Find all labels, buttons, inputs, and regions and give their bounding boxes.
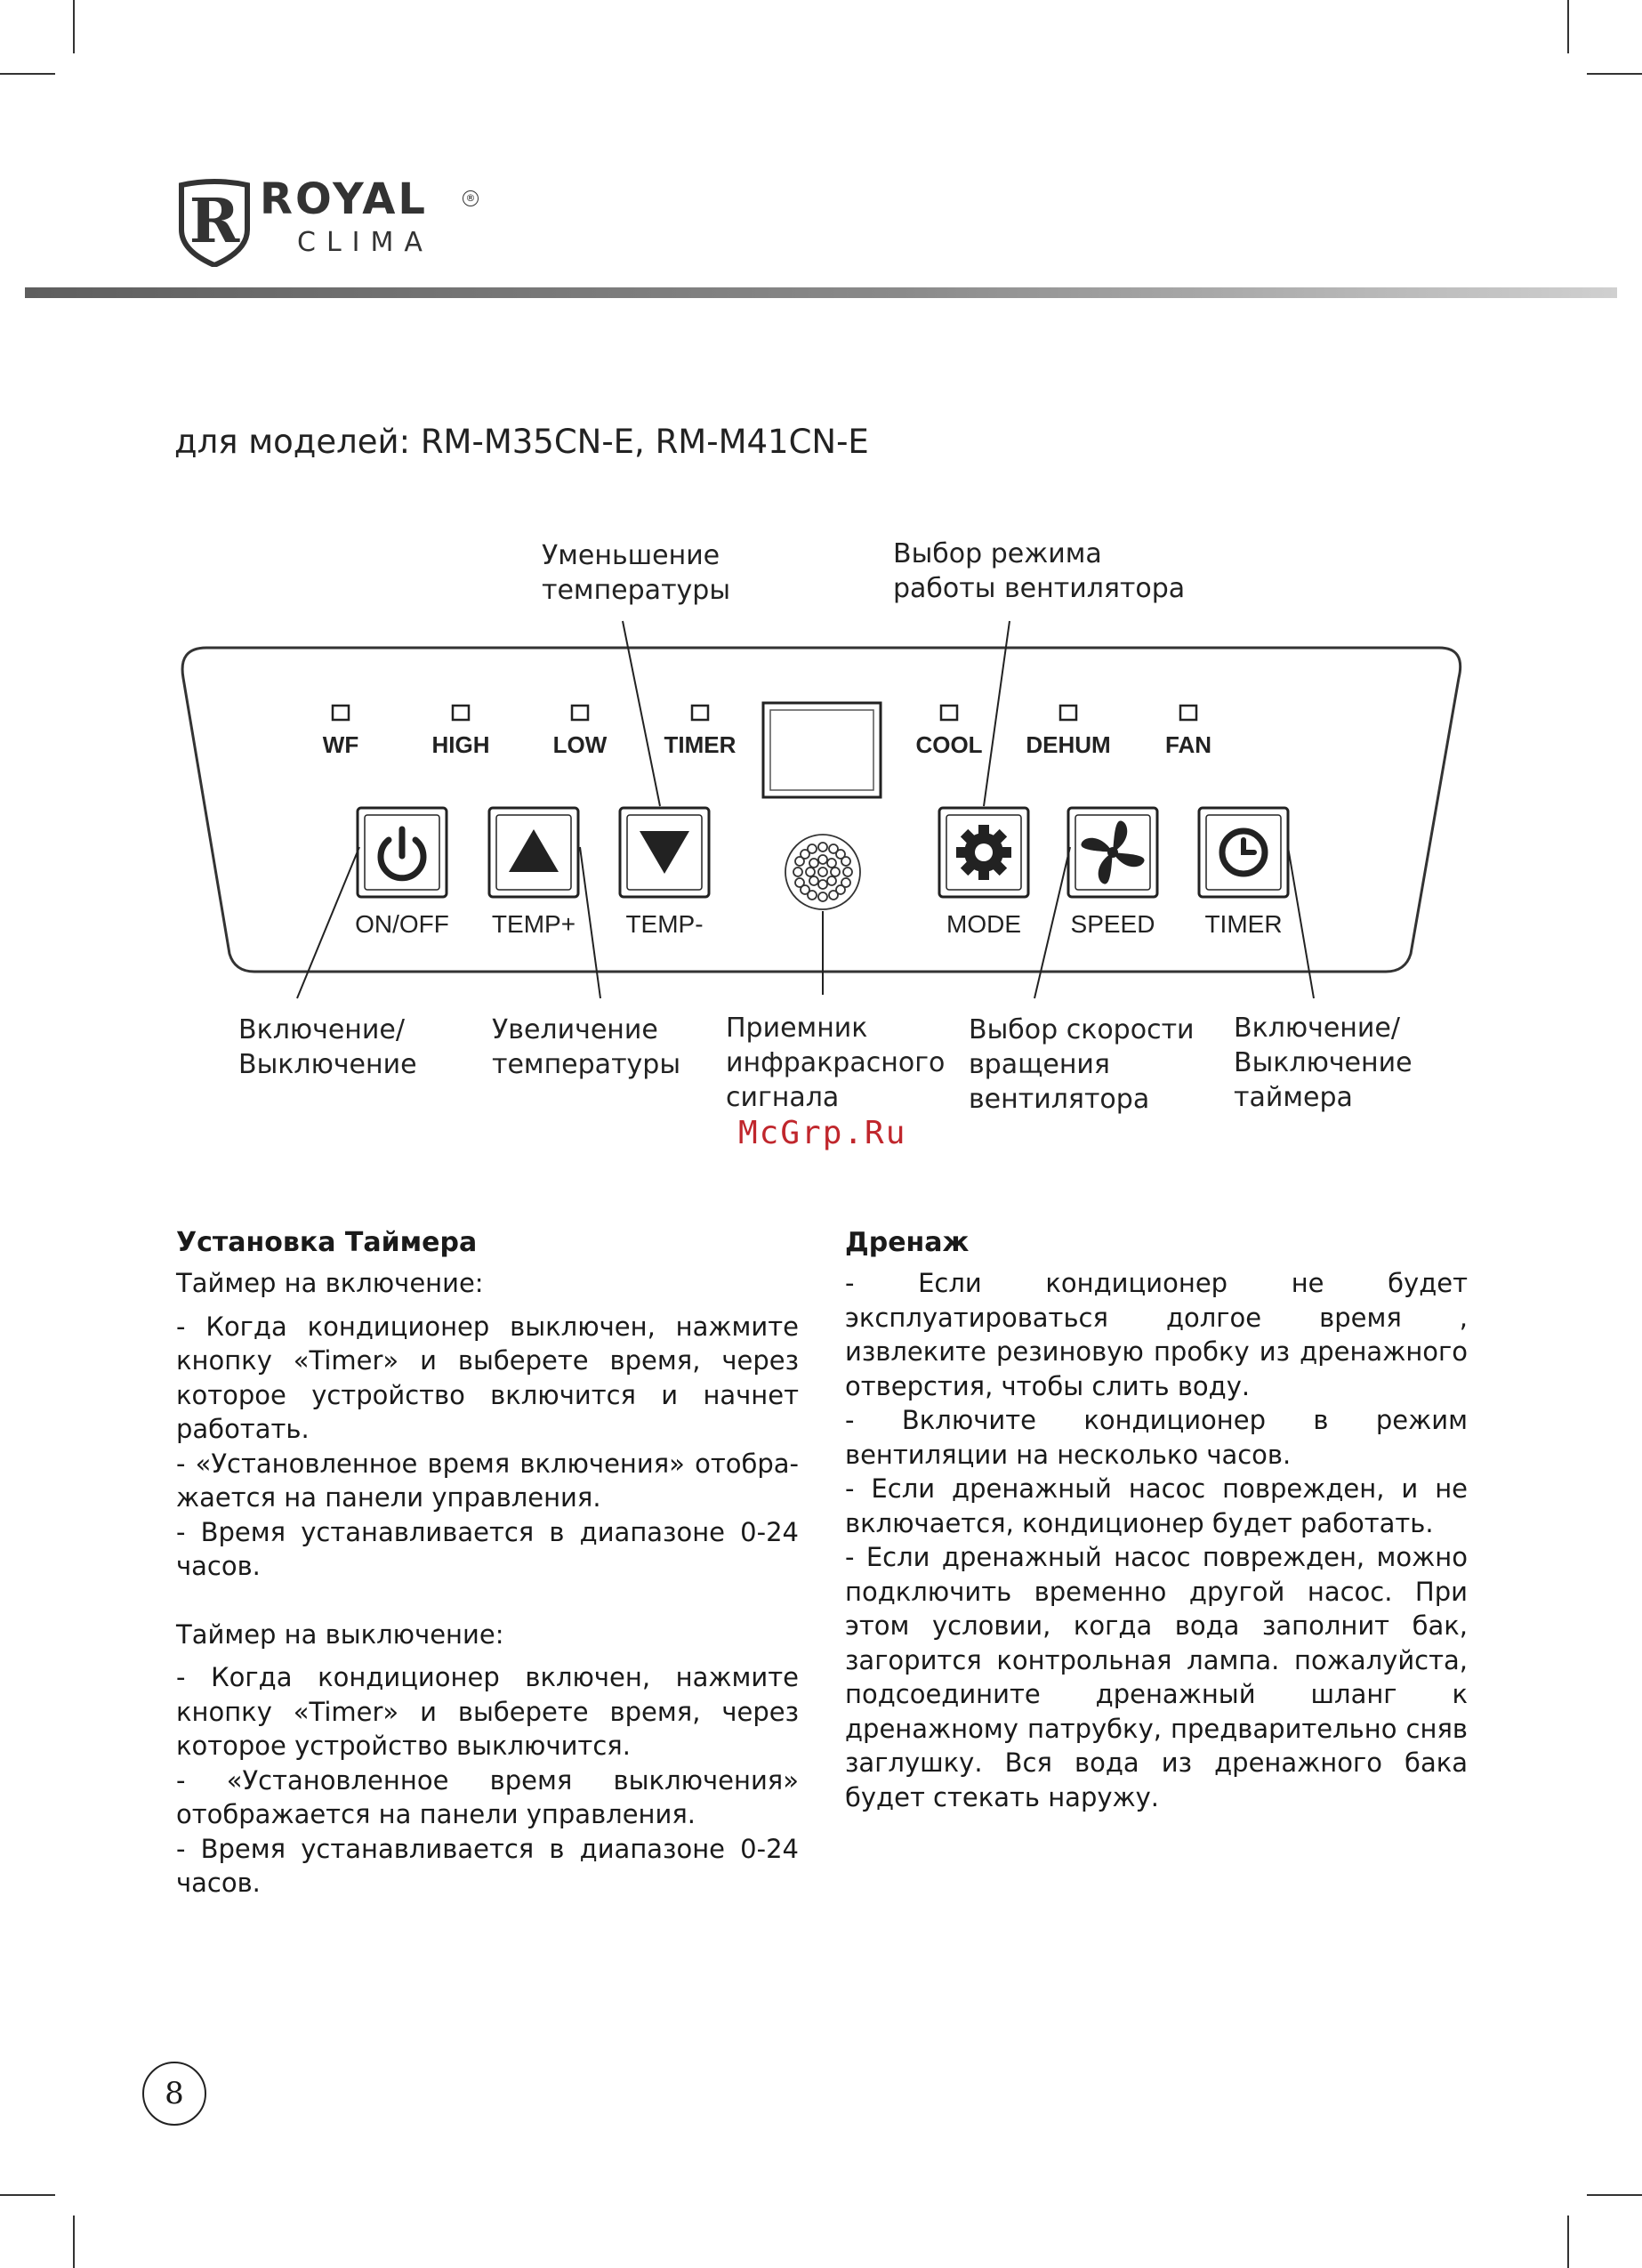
indicator-label: WF [322,731,359,758]
subsection-title: Таймер на включение: [176,1268,484,1298]
models-line: для моделей: RM-M35CN-E, RM-M41CN-E [174,423,869,461]
paragraph: - Если дренажный насос поврежден, можно подключить временно другой насос. При этом условии, когда вода заполнит бак, загорится контрольная лампа. пожалуйста, подсоедините дренажный шланг к дренажному патрубку, предварительно сняв заглушку. Вся вода из дренажного бака будет стекать наружу. [845,1542,1468,1812]
crop-mark [1587,2194,1642,2196]
triangle-up-icon [509,829,559,872]
button-label: MODE [946,910,1021,938]
indicator-label: HIGH [431,731,490,758]
drain-section [845,1225,1468,1814]
indicator-led [453,706,469,720]
button-label: TEMP+ [491,910,576,938]
brand-shield-letter: R [189,186,240,257]
indicator-label: DEHUM [1026,731,1111,758]
section-title: Установка Таймера [176,1227,478,1258]
crop-mark [1567,2216,1569,2268]
paragraph: - Когда кондиционер включен, нажмите кнопку «Timer» и выберете время, через которое устройство выключится. [176,1662,799,1761]
power-icon [381,829,423,878]
timer-section [176,1225,799,1901]
callout-fan-mode: Выбор режима работы вентилятора [893,538,1186,604]
paragraph: - Время устанавливается в диапазоне 0-24 часов. [176,1833,799,1898]
button-label: TIMER [1204,910,1283,938]
paragraph: - Если дренажный насос поврежден, и не включается, кондиционер будет работать. [845,1473,1468,1538]
indicator-label: LOW [552,731,608,758]
leader-line [297,847,359,998]
paragraph: - «Установленное время выключения» отображается на панели управления. [176,1764,799,1829]
paragraph: - Если кондиционер не будет эксплуатироваться долгое время , извлеките резиновую пробку из дренажного отверстия, чтобы слить воду. [845,1268,1468,1401]
indicator-label: FAN [1165,731,1211,758]
paragraph: - Когда кондиционер выключен, нажмите кнопку «Timer» и выберете время, через которое устройство включится и начнет работать. [176,1311,799,1444]
crop-mark [0,2194,55,2196]
callout-temp-down: Уменьшение температуры [542,540,731,606]
subsection-title: Таймер на выключение: [176,1618,504,1650]
leader-line [1288,847,1314,998]
indicator-label: TIMER [664,731,736,758]
crop-mark [73,2216,75,2268]
section-title: Дренаж [845,1227,970,1258]
indicator-led [692,706,708,720]
watermark[interactable]: McGrp.Ru [738,1115,907,1151]
display-window [763,703,881,797]
ir-receiver-icon [785,835,860,909]
indicator-led [333,706,349,720]
callout-fan-speed: Выбор скорости вращения вентилятора [969,1014,1195,1115]
indicator-led [572,706,588,720]
indicator-led [941,706,957,720]
paragraph: - Время устанавливается в диапазоне 0-24 часов. [176,1516,799,1581]
brand-subtitle: CLIMA [297,227,433,258]
leader-line [1034,847,1070,998]
clock-icon [1222,831,1265,874]
button-label: ON/OFF [355,910,449,938]
callout-temp-up: Увеличение температуры [492,1014,681,1080]
triangle-down-icon [640,831,689,874]
paragraph: - «Установленное время включения» отображается на панели управления. [176,1448,799,1513]
paragraph: - Включите кондиционер в режим вентиляции на несколько часов. [845,1405,1468,1470]
registered-mark: ® [463,190,479,206]
callout-power: Включение/ Выключение [238,1014,417,1080]
gear-icon [956,825,1011,880]
indicator-label: COOL [915,731,983,758]
button-label: SPEED [1070,910,1155,938]
fan-icon [1080,819,1146,885]
page-number: 8 [142,2062,206,2126]
indicator-led [1060,706,1076,720]
indicator-led [1180,706,1196,720]
callout-timer: Включение/ Выключение таймера [1234,1013,1413,1113]
button-label: TEMP- [625,910,704,938]
leader-line [580,847,600,998]
brand-name: ROYAL [260,174,428,224]
callout-ir-receiver: Приемник инфракрасного сигнала [726,1013,946,1113]
